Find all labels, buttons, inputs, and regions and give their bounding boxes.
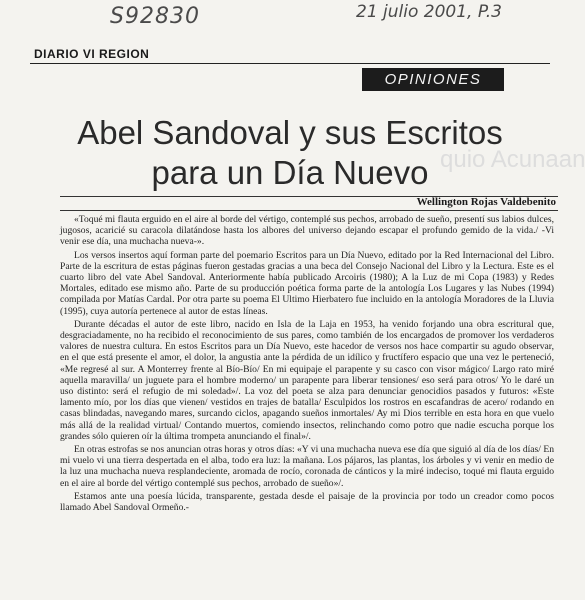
bleed-through-text: quio Acunaan (440, 146, 585, 173)
article-paragraph: En otras estrofas se nos anuncian otras horas y otros días: «Y vi una muchacha nueva ese día que siguió al día de los días/ En mi vuelo vi una tierra despertada en el alba, todo era luz: la mañana. Los pájaros, las plantas, los árboles y vi venir en medio de la luz una muchacha nueva resplandeciente, aromada de rocío, coronada de cánticos y la miré indeciso, toqué mi flauta erguido en el aire al borde del vértigo contemplé sus pechos, arrobado de sueño»/. (60, 444, 555, 489)
byline-bar (60, 196, 558, 211)
article-paragraph: Los versos insertos aquí forman parte del poemario Escritos para un Día Nuevo, editado por la Red Internacional del Libro. Parte de la escritura de estas páginas fueron gestadas gracias a una beca del Consejo Nacional del Libro y la Lectura. Este es el cuarto libro del vate Abel Sandoval. Anteriormente había publicado Arcoiris (1980); A la Luz de mi Copa (1983) y Redes Mortales, editado ese mismo año. Parte de su producción poética forma parte de la antología Los Lugares y las Nubes (1994) compilada por Matías Cardal. Por otra parte su poema El Ultimo Hierbatero fue incluido en la antología Moradores de la Lluvia (1995), cuya autoría pertenece al autor de estas líneas. (60, 249, 554, 317)
author-byline: Wellington Rojas Valdebenito (416, 196, 556, 208)
masthead (30, 47, 550, 64)
headline-line-1: Abel Sandoval y sus Escritos (77, 114, 503, 151)
article-paragraph: Durante décadas el autor de este libro, nacido en Isla de la Laja en 1953, ha venido forjando una obra escritural que, desgraciadamente, no ha recibido el reconocimiento de sus pares, como también de los encargados de promover los verdaderos valores de nuestra cultura. En estos Escritos para un Día Nuevo, este hacedor de versos nos hace compartir su agudo observar, en el que está presente el amor, el dolor, la angustia ante la pérdida de un idílico y fructífero espacio que una vez le perteneció, «Me regresé al sur. A Monterrey frente al Bío-Bío/ En mi equipaje el parapente y su casco con visor mágico/ Largo rato miré aquella maravilla/ un juguete para el hombre moderno/ un parapente para liberar tensiones/ eso será para otros/ Yo le daré un uso distinto: será el refugio de mi soledad»/. La voz del poeta se alza para denunciar genocidios pasados y futuros: «Este lamento mío, por los días que vienen/ vestidos en trajes de batalla/ Esculpidos los rostros en escafandras de acero/ rodando en casas blindadas, navegando mares, surcando ciclos, apagando sueños inmortales/ Ay mi Dios terrible en esta hora en que vuelo más allá de la realidad virtual/ Contando muertos, comiendo insectos, relinchando como potro que nadie escucha porque los grandes sólo quieren oír la última trompeta anunciando el final»/. (60, 318, 554, 442)
date-annotation: 21 julio 2001, P.3 (356, 2, 502, 22)
article-paragraph: «Toqué mi flauta erguido en el aire al borde del vértigo, contemplé sus pechos, arrobado de sueño, presentí sus labios dulces, jugosos, acaricié su caracola dilatándose hasta los albores del universo dejando escapar el profundo gemido de la vida./ -Vi venir ese día, una muchacha nueva-». (60, 214, 554, 248)
headline-line-2: para un Día Nuevo (151, 154, 429, 191)
article-paragraph: Estamos ante una poesía lúcida, transparente, gestada desde el paisaje de la provincia por todo un creador como pocos llamado Abel Sandoval Ormeño.- (60, 490, 554, 514)
newspaper-name: DIARIO VI REGION (34, 47, 150, 61)
article-body (60, 214, 554, 515)
article-headline (30, 113, 550, 193)
handwritten-annotations (0, 2, 564, 34)
section-label: OPINIONES (384, 71, 482, 88)
archive-code-annotation: S92830 (110, 4, 200, 29)
section-banner (362, 68, 504, 91)
